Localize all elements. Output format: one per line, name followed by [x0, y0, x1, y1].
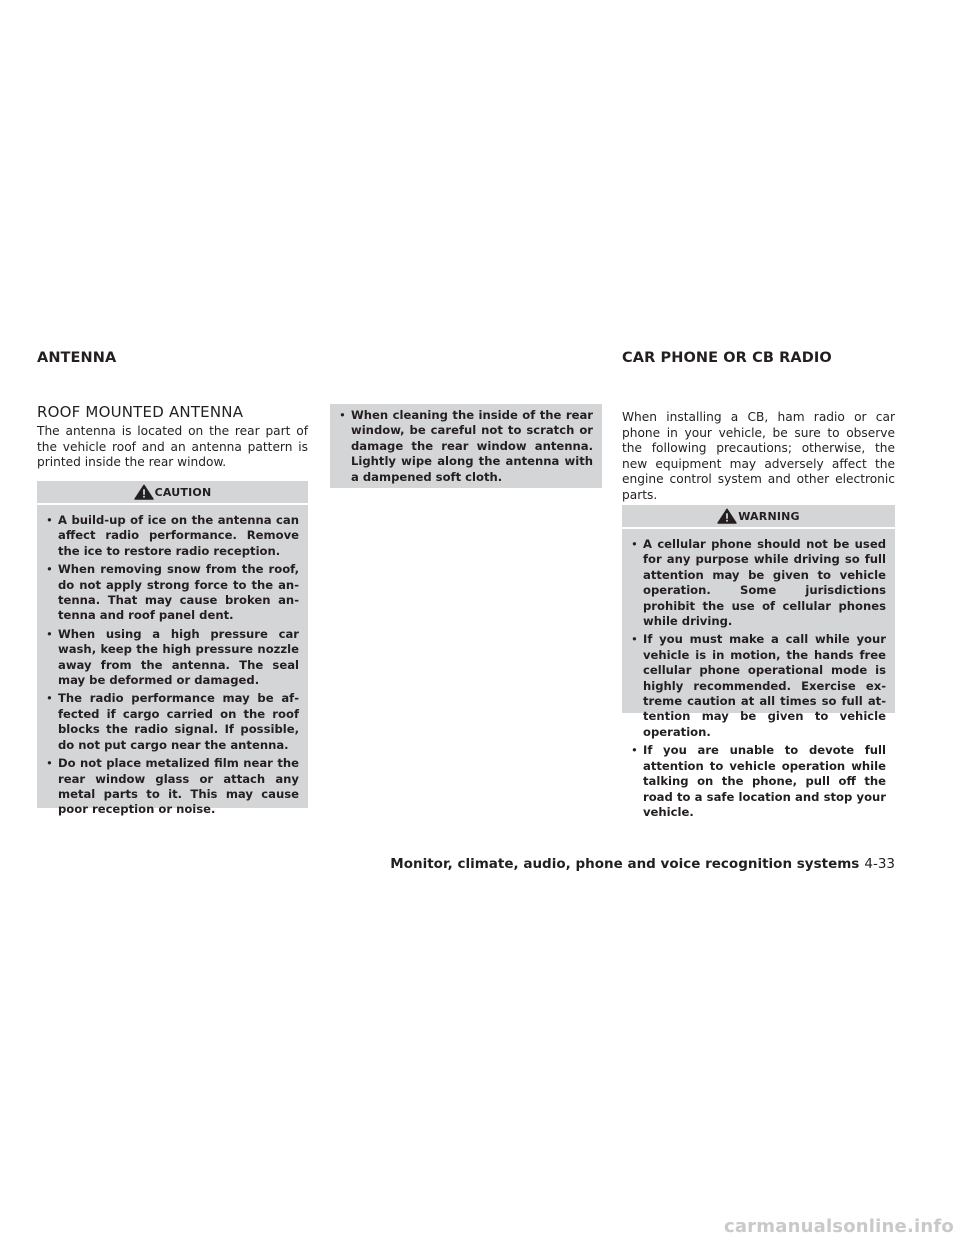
caution-list — [37, 505, 308, 826]
footer-section-title: Monitor, climate, audio, phone and voice recognition systems — [390, 856, 860, 872]
warning-item: • A cellular phone should not be used for any purpose while driving so full attention may be given to vehicle operation. Some jurisdictions prohibit the use of cellular phones while driving. — [631, 537, 886, 629]
warning-box — [622, 505, 895, 819]
caution-box — [37, 481, 308, 817]
page-footer — [0, 853, 895, 872]
caution-header — [37, 481, 308, 505]
page-number: 4-33 — [864, 856, 895, 872]
caution-item: • A build-up of ice on the antenna can affect radio performance. Remove the ice to restore radio reception. — [46, 513, 299, 559]
warning-item: • If you must make a call while your vehicle is in motion, the hands free cellular phone operational mode is highly recommended. Exercise extreme caution at all times so full attention may be given to vehicle operation. — [631, 632, 886, 740]
caution-item: • When cleaning the inside of the rear window, be careful not to scratch or damage the rear window antenna. Lightly wipe along the antenna with a dampened soft cloth. — [339, 408, 593, 485]
caution-item: • The radio performance may be affected if cargo carried on the roof blocks the radio signal. If possible, do not put cargo near the antenna. — [46, 691, 299, 753]
section-title-car-phone: CAR PHONE OR CB RADIO — [622, 350, 832, 366]
caution-item: • When removing snow from the roof, do not apply strong force to the antenna. That may cause broken antenna and roof panel dent. — [46, 562, 299, 624]
caution-list-continued — [330, 404, 602, 493]
car-phone-paragraph: When installing a CB, ham radio or car phone in your vehicle, be sure to observe the following precautions; otherwise, the new equipment may adversely affect the engine control system and other electronic parts. — [622, 410, 895, 502]
warning-header — [622, 505, 895, 529]
caution-item: • When using a high pressure car wash, keep the high pressure nozzle away from the antenna. The seal may be deformed or damaged. — [46, 627, 299, 689]
watermark-link[interactable]: carmanualsonline.info — [723, 1216, 954, 1237]
warning-list — [622, 529, 895, 828]
roof-antenna-paragraph: The antenna is located on the rear part of the vehicle roof and an antenna pattern is printed inside the rear window. — [37, 424, 308, 470]
warning-triangle-icon — [134, 484, 154, 500]
warning-item: • If you are unable to devote full attention to vehicle operation while talking on the phone, pull off the road to a safe location and stop your vehicle. — [631, 743, 886, 820]
caution-label: CAUTION — [154, 485, 212, 499]
caution-box-continued — [330, 404, 602, 488]
caution-item: • Do not place metalized film near the rear window glass or attach any metal parts to it. This may cause poor reception or noise. — [46, 756, 299, 818]
warning-triangle-icon — [717, 508, 737, 524]
subheading-roof-mounted-antenna: ROOF MOUNTED ANTENNA — [37, 403, 244, 421]
warning-label: WARNING — [738, 509, 800, 523]
section-title-antenna: ANTENNA — [37, 350, 117, 366]
